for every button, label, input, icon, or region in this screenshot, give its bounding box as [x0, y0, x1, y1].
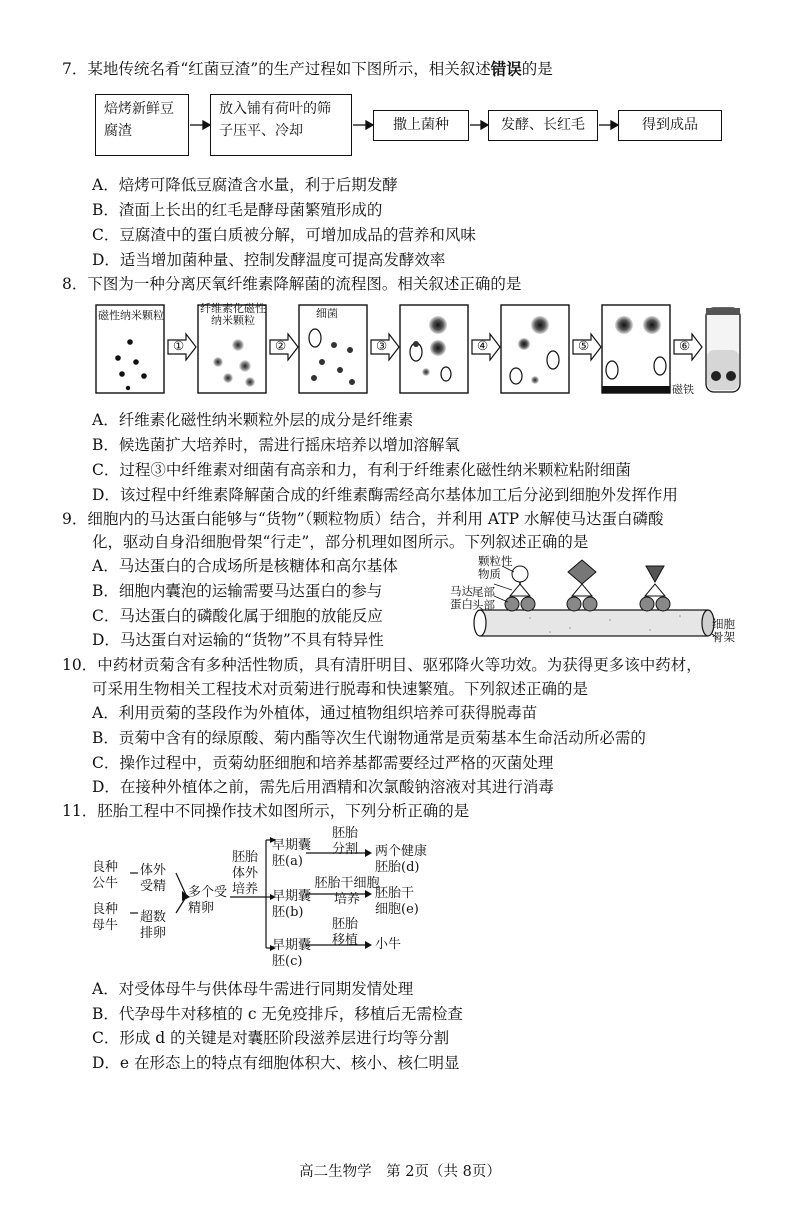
flow-step-1: 焙烤新鲜豆腐渣 — [95, 94, 189, 156]
label-bacteria: 细菌 — [316, 307, 338, 320]
q10-option-c[interactable]: C．操作过程中，贡菊幼胚细胞和培养基都需要经过严格的灭菌处理 — [92, 754, 554, 772]
process-stem-culture: 胚胎干细胞培养 — [314, 876, 380, 907]
q9-stem-text-1: 细胞内的马达蛋白能够与“货物”（颗粒物质）结合，并利用 ATP 水解使马达蛋白磷酸 — [87, 510, 664, 528]
step-1: ① — [173, 338, 185, 353]
node-ivf: 体外受精 — [140, 863, 167, 894]
q8-stem — [62, 273, 521, 295]
q11-number: 11． — [62, 802, 98, 820]
result-calf: 小牛 — [375, 937, 402, 952]
q11-option-b[interactable]: B．代孕母牛对移植的 c 无免疫排斥，移植后无需检查 — [92, 1005, 463, 1023]
q7-stem-text: 某地传统名肴“红菌豆渣”的生产过程如下图所示，相关叙述 — [87, 60, 491, 78]
node-male: 良种公牛 — [92, 860, 119, 891]
node-superovulation: 超数排卵 — [140, 910, 167, 941]
label-cytoskeleton: 细胞骨架 — [712, 617, 735, 644]
q7-number: 7． — [62, 60, 88, 78]
q9-stem-line2: 化，驱动自身沿细胞骨架“行走”，部分机理如图所示。下列叙述正确的是 — [92, 533, 589, 551]
q7-option-a[interactable]: A．焙烤可降低豆腐渣含水量，利于后期发酵 — [92, 176, 398, 194]
q8-option-a[interactable]: A．纤维素化磁性纳米颗粒外层的成分是纤维素 — [92, 411, 414, 429]
step-6: ⑥ — [679, 338, 691, 353]
q7-option-b[interactable]: B．渣面上长出的红毛是酵母菌繁殖形成的 — [92, 201, 383, 219]
flow-step-3: 撒上菌种 — [373, 110, 469, 141]
q10-number: 10． — [62, 656, 98, 674]
q11-option-d[interactable]: D．e 在形态上的特点有细胞体积大、核小、核仁明显 — [92, 1054, 460, 1072]
flow-step-2: 放入铺有荷叶的筛子压平、冷却 — [210, 94, 352, 156]
q9-option-c[interactable]: C．马达蛋白的磷酸化属于细胞的放能反应 — [92, 607, 383, 625]
q11-stem-text: 胚胎工程中不同操作技术如图所示，下列分析正确的是 — [97, 802, 470, 820]
q7-stem-end: 的是 — [521, 60, 553, 78]
node-fertilized-eggs: 多个受精卵 — [188, 885, 228, 916]
step-2: ② — [275, 338, 287, 353]
flow-step-4: 发酵、长红毛 — [488, 110, 598, 141]
q9-stem-line1 — [62, 508, 663, 530]
label-head: 头部 — [472, 598, 495, 612]
node-blastocyst-a: 早期囊胚(a) — [272, 838, 312, 869]
step-3: ③ — [376, 338, 388, 353]
q7-stem-emphasis: 错误 · · · — [491, 59, 522, 78]
label-magnetic-nanoparticle: 磁性纳米颗粒 — [98, 309, 164, 322]
label-magnet: 磁铁 — [672, 383, 694, 396]
node-blastocyst-b: 早期囊胚(b) — [272, 889, 312, 920]
flow-step-5: 得到成品 — [618, 110, 722, 141]
q10-stem-line1 — [62, 654, 702, 676]
q7-option-d[interactable]: D．适当增加菌种量、控制发酵温度可提高发酵效率 — [92, 251, 446, 269]
q10-option-d[interactable]: D．在接种外植体之前，需先后用酒精和次氯酸钠溶液对其进行消毒 — [92, 778, 554, 796]
q10-stem-text-1: 中药材贡菊含有多种活性物质，具有清肝明目、驱邪降火等功效。为获得更多该中药材， — [97, 656, 702, 674]
label-tail: 尾部 — [472, 585, 495, 599]
label-cargo: 颗粒性物质 — [478, 554, 513, 581]
page-footer: 高二生物学 第 2页（共 8页） — [299, 1164, 501, 1180]
q11-option-a[interactable]: A．对受体母牛与供体母牛需进行同期发情处理 — [92, 980, 414, 998]
q9-option-b[interactable]: B．细胞内囊泡的运输需要马达蛋白的参与 — [92, 582, 383, 600]
result-e: 胚胎干细胞(e) — [375, 886, 419, 917]
q8-number: 8． — [62, 275, 88, 293]
q10-stem-line2: 可采用生物相关工程技术对贡菊进行脱毒和快速繁殖。下列叙述正确的是 — [92, 680, 589, 698]
q8-option-c[interactable]: C．过程③中纤维素对细菌有高亲和力，有利于纤维素化磁性纳米颗粒粘附细菌 — [92, 461, 631, 479]
q11-stem — [62, 800, 469, 822]
step-5: ⑤ — [578, 338, 590, 353]
q8-option-d[interactable]: D．该过程中纤维素降解菌合成的纤维素酶需经高尔基体加工后分泌到细胞外发挥作用 — [92, 486, 678, 504]
step-4: ④ — [477, 338, 489, 353]
process-transfer: 胚胎移植 — [331, 917, 358, 948]
q7-option-c[interactable]: C．豆腐渣中的蛋白质被分解，可增加成品的营养和风味 — [92, 226, 476, 244]
node-blastocyst-c: 早期囊胚(c) — [272, 938, 312, 969]
q9-option-a[interactable]: A．马达蛋白的合成场所是核糖体和高尔基体 — [92, 557, 398, 575]
q8-stem-text: 下图为一种分离厌氧纤维素降解菌的流程图。相关叙述正确的是 — [87, 275, 522, 293]
q10-option-b[interactable]: B．贡菊中含有的绿原酸、菊内酯等次生代谢物通常是贡菊基本生命活动所必需的 — [92, 729, 646, 747]
result-d: 两个健康胚胎(d) — [375, 844, 428, 875]
q9-number: 9． — [62, 510, 88, 528]
label-cellulose-nanoparticle: 纤维素化磁性纳米颗粒 — [200, 302, 266, 327]
process-split: 胚胎分割 — [331, 826, 358, 857]
q10-option-a[interactable]: A．利用贡菊的茎段作为外植体，通过植物组织培养可获得脱毒苗 — [92, 704, 538, 722]
q9-option-d[interactable]: D．马达蛋白对运输的“货物”不具有特异性 — [92, 631, 384, 649]
label-motor-protein: 马达蛋白 — [450, 584, 473, 611]
q8-option-b[interactable]: B．候选菌扩大培养时，需进行摇床培养以增加溶解氧 — [92, 436, 460, 454]
node-culture: 胚胎体外培养 — [232, 850, 259, 897]
q11-option-c[interactable]: C．形成 d 的关键是对囊胚阶段滋养层进行均等分割 — [92, 1029, 450, 1047]
node-female: 良种母牛 — [92, 902, 119, 933]
flow-arrows — [0, 0, 800, 200]
